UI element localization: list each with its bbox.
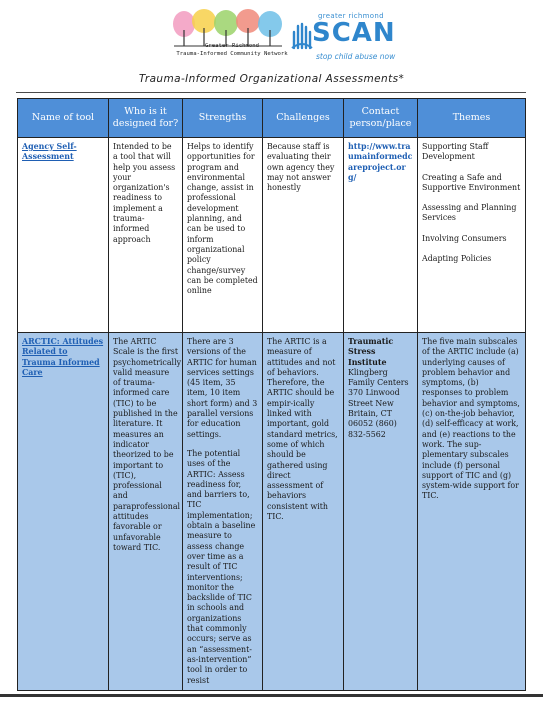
column-header-themes: Themes bbox=[418, 99, 526, 138]
column-header-challenges: Challenges bbox=[263, 99, 344, 138]
theme-item: Assessing and Planning Services bbox=[422, 203, 517, 223]
theme-item: Adapting Policies bbox=[422, 254, 492, 264]
cell-themes bbox=[418, 138, 526, 333]
cell-strengths: Helps to identify opportunities for program and environmental change, assist in professional development planning, and can be used to inform organizational policy change/survey can be completed online bbox=[183, 138, 263, 333]
scan-top-text: greater richmond bbox=[318, 12, 384, 20]
scan-tagline: stop child abuse now bbox=[316, 52, 396, 61]
cell-name bbox=[18, 138, 109, 333]
table-row bbox=[18, 333, 526, 691]
table-row bbox=[18, 138, 526, 333]
cell-challenges: Because staff is evaluating their own agency they may not answer honestly bbox=[263, 138, 344, 333]
strengths-paragraph: The potential uses of the ARTIC: Assess readiness for, and barriers to, TIC implementation; obtain a baseline measure to assess change over time as a result of TIC interventions; monitor the backslide of TIC in schools and organizations that commonly occurs; serve as an “assessment-as-intervention” tool in order to resist bbox=[187, 448, 256, 685]
contact-organization: Traumatic Stress Institute bbox=[348, 337, 394, 367]
title-divider bbox=[16, 92, 526, 93]
column-header-contact: Contact person/place bbox=[344, 99, 418, 138]
table-header-row bbox=[18, 99, 526, 138]
contact-link-traumainformedcareproject[interactable]: http://www.traumainformedcareproject.org/ bbox=[348, 142, 413, 182]
cell-strengths bbox=[183, 333, 263, 691]
tool-link-arctic[interactable]: ARCTIC: Attitudes Related to Trauma Informed Care bbox=[22, 337, 104, 377]
theme-item: Involving Consumers bbox=[422, 233, 507, 243]
cell-themes: The five main subscales of the ARTIC include (a) underlying causes of problem behavior and symptoms, (b) responses to problem behavior and symptoms, (c) on-the-job behavior, (d) self-efficacy at work, and (e) reactions to the work. The sup-plementary subscales include (f) personal support of TIC and (g) system-wide support for TIC. bbox=[418, 333, 526, 691]
org-name-line2: Trauma-Informed Community Network bbox=[176, 51, 288, 57]
assessments-table bbox=[17, 98, 526, 691]
scan-wordmark: SCAN bbox=[312, 18, 396, 48]
theme-item: Supporting Staff Development bbox=[422, 142, 489, 162]
contact-address: Klingberg Family Centers 370 Linwood Street New Britain, CT 06052 (860) 832-5562 bbox=[348, 367, 409, 439]
cell-designed-for: The ARTIC Scale is the first psychometrically valid measure of trauma-informed care (TIC) to be published in the literature. It measures an indicator theorized to be important to (TIC), professional and paraprofessional attitudes favorable or unfavorable toward TIC. bbox=[109, 333, 183, 691]
organization-name bbox=[152, 42, 312, 58]
cell-challenges: The ARTIC is a measure of attitudes and not of behaviors. Therefore, the ARTIC should be empir-ically linked with important, gold standard metrics, some of which should be gathered using direct assessment of behaviors consistent with TIC. bbox=[263, 333, 344, 691]
cell-designed-for: Intended to be a tool that will help you assess your organization's readiness to implement a trauma-informed approach bbox=[109, 138, 183, 333]
theme-item: Creating a Safe and Supportive Environment bbox=[422, 172, 521, 192]
page-title: Trauma-Informed Organizational Assessments* bbox=[138, 73, 405, 85]
column-header-name: Name of tool bbox=[18, 99, 109, 138]
tool-link-agency-self-assessment[interactable]: Agency Self-Assessment bbox=[22, 142, 77, 162]
scan-logo bbox=[290, 12, 400, 72]
hands-icon bbox=[290, 20, 314, 50]
strengths-paragraph: There are 3 versions of the ARTIC for human services settings (45 item, 35 item, 10 item short form) and 3 parallel versions for education settings. bbox=[187, 337, 258, 439]
column-header-designed-for: Who is it designed for? bbox=[109, 99, 183, 138]
org-name-line1: Greater Richmond bbox=[205, 43, 259, 49]
page-bottom-border bbox=[0, 694, 543, 697]
cell-contact bbox=[344, 333, 418, 691]
cell-contact bbox=[344, 138, 418, 333]
cell-name bbox=[18, 333, 109, 691]
column-header-strengths: Strengths bbox=[183, 99, 263, 138]
